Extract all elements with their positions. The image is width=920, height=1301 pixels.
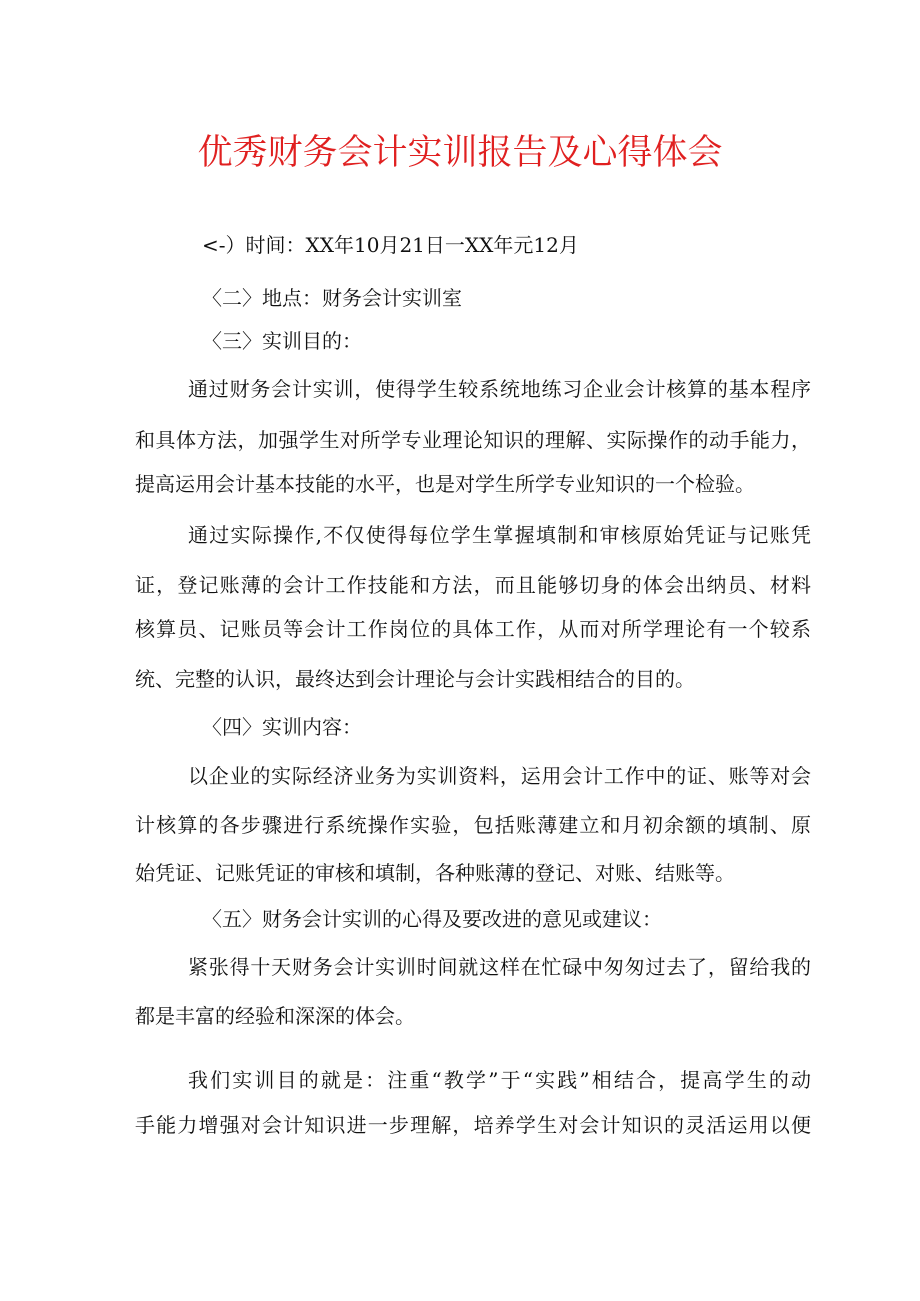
paragraph-line: 统、完整的认识，最终达到会计理论与会计实践相结合的目的。 bbox=[135, 667, 695, 691]
info-time: <-）时间：XX年10月21日一XX年元12月 bbox=[202, 233, 579, 257]
paragraph-line: 紧张得十天财务会计实训时间就这样在忙碌中匆匆过去了，留给我的 bbox=[188, 955, 811, 979]
paragraph-line: 手能力增强对会计知识进一步理解，培养学生对会计知识的灵活运用以便 bbox=[135, 1113, 811, 1137]
section-heading-reflection: 〈五〉财务会计实训的心得及要改进的意见或建议： bbox=[202, 907, 662, 931]
paragraph-line: 我们实训目的就是：注重“教学”于“实践”相结合，提高学生的动 bbox=[188, 1068, 811, 1092]
section-heading-content: 〈四〉实训内容： bbox=[202, 715, 362, 739]
paragraph-line: 通过财务会计实训，使得学生较系统地练习企业会计核算的基本程序 bbox=[188, 377, 811, 401]
paragraph-line: 始凭证、记账凭证的审核和填制，各种账薄的登记、对账、结账等。 bbox=[135, 861, 735, 885]
paragraph-line: 证，登记账薄的会计工作技能和方法，而且能够切身的体会出纳员、材料 bbox=[135, 573, 811, 597]
paragraph-line: 提高运用会计基本技能的水平，也是对学生所学专业知识的一个检验。 bbox=[135, 472, 755, 496]
paragraph-line: 以企业的实际经济业务为实训资料，运用会计工作中的证、账等对会 bbox=[188, 764, 811, 788]
paragraph-line: 都是丰富的经验和深深的体会。 bbox=[135, 1004, 415, 1028]
paragraph-line: 和具体方法，加强学生对所学专业理论知识的理解、实际操作的动手能力， bbox=[135, 428, 811, 452]
info-location: 〈二〉地点：财务会计实训室 bbox=[202, 286, 462, 310]
section-heading-purpose: 〈三〉实训目的： bbox=[202, 329, 362, 353]
document-title: 优秀财务会计实训报告及心得体会 bbox=[197, 133, 723, 173]
paragraph-line: 通过实际操作,不仅使得每位学生掌握填制和审核原始凭证与记账凭 bbox=[188, 523, 811, 547]
paragraph-line: 核算员、记账员等会计工作岗位的具体工作，从而对所学理论有一个较系 bbox=[135, 617, 811, 641]
paragraph-line: 计核算的各步骤进行系统操作实验，包括账薄建立和月初余额的填制、原 bbox=[135, 813, 811, 837]
